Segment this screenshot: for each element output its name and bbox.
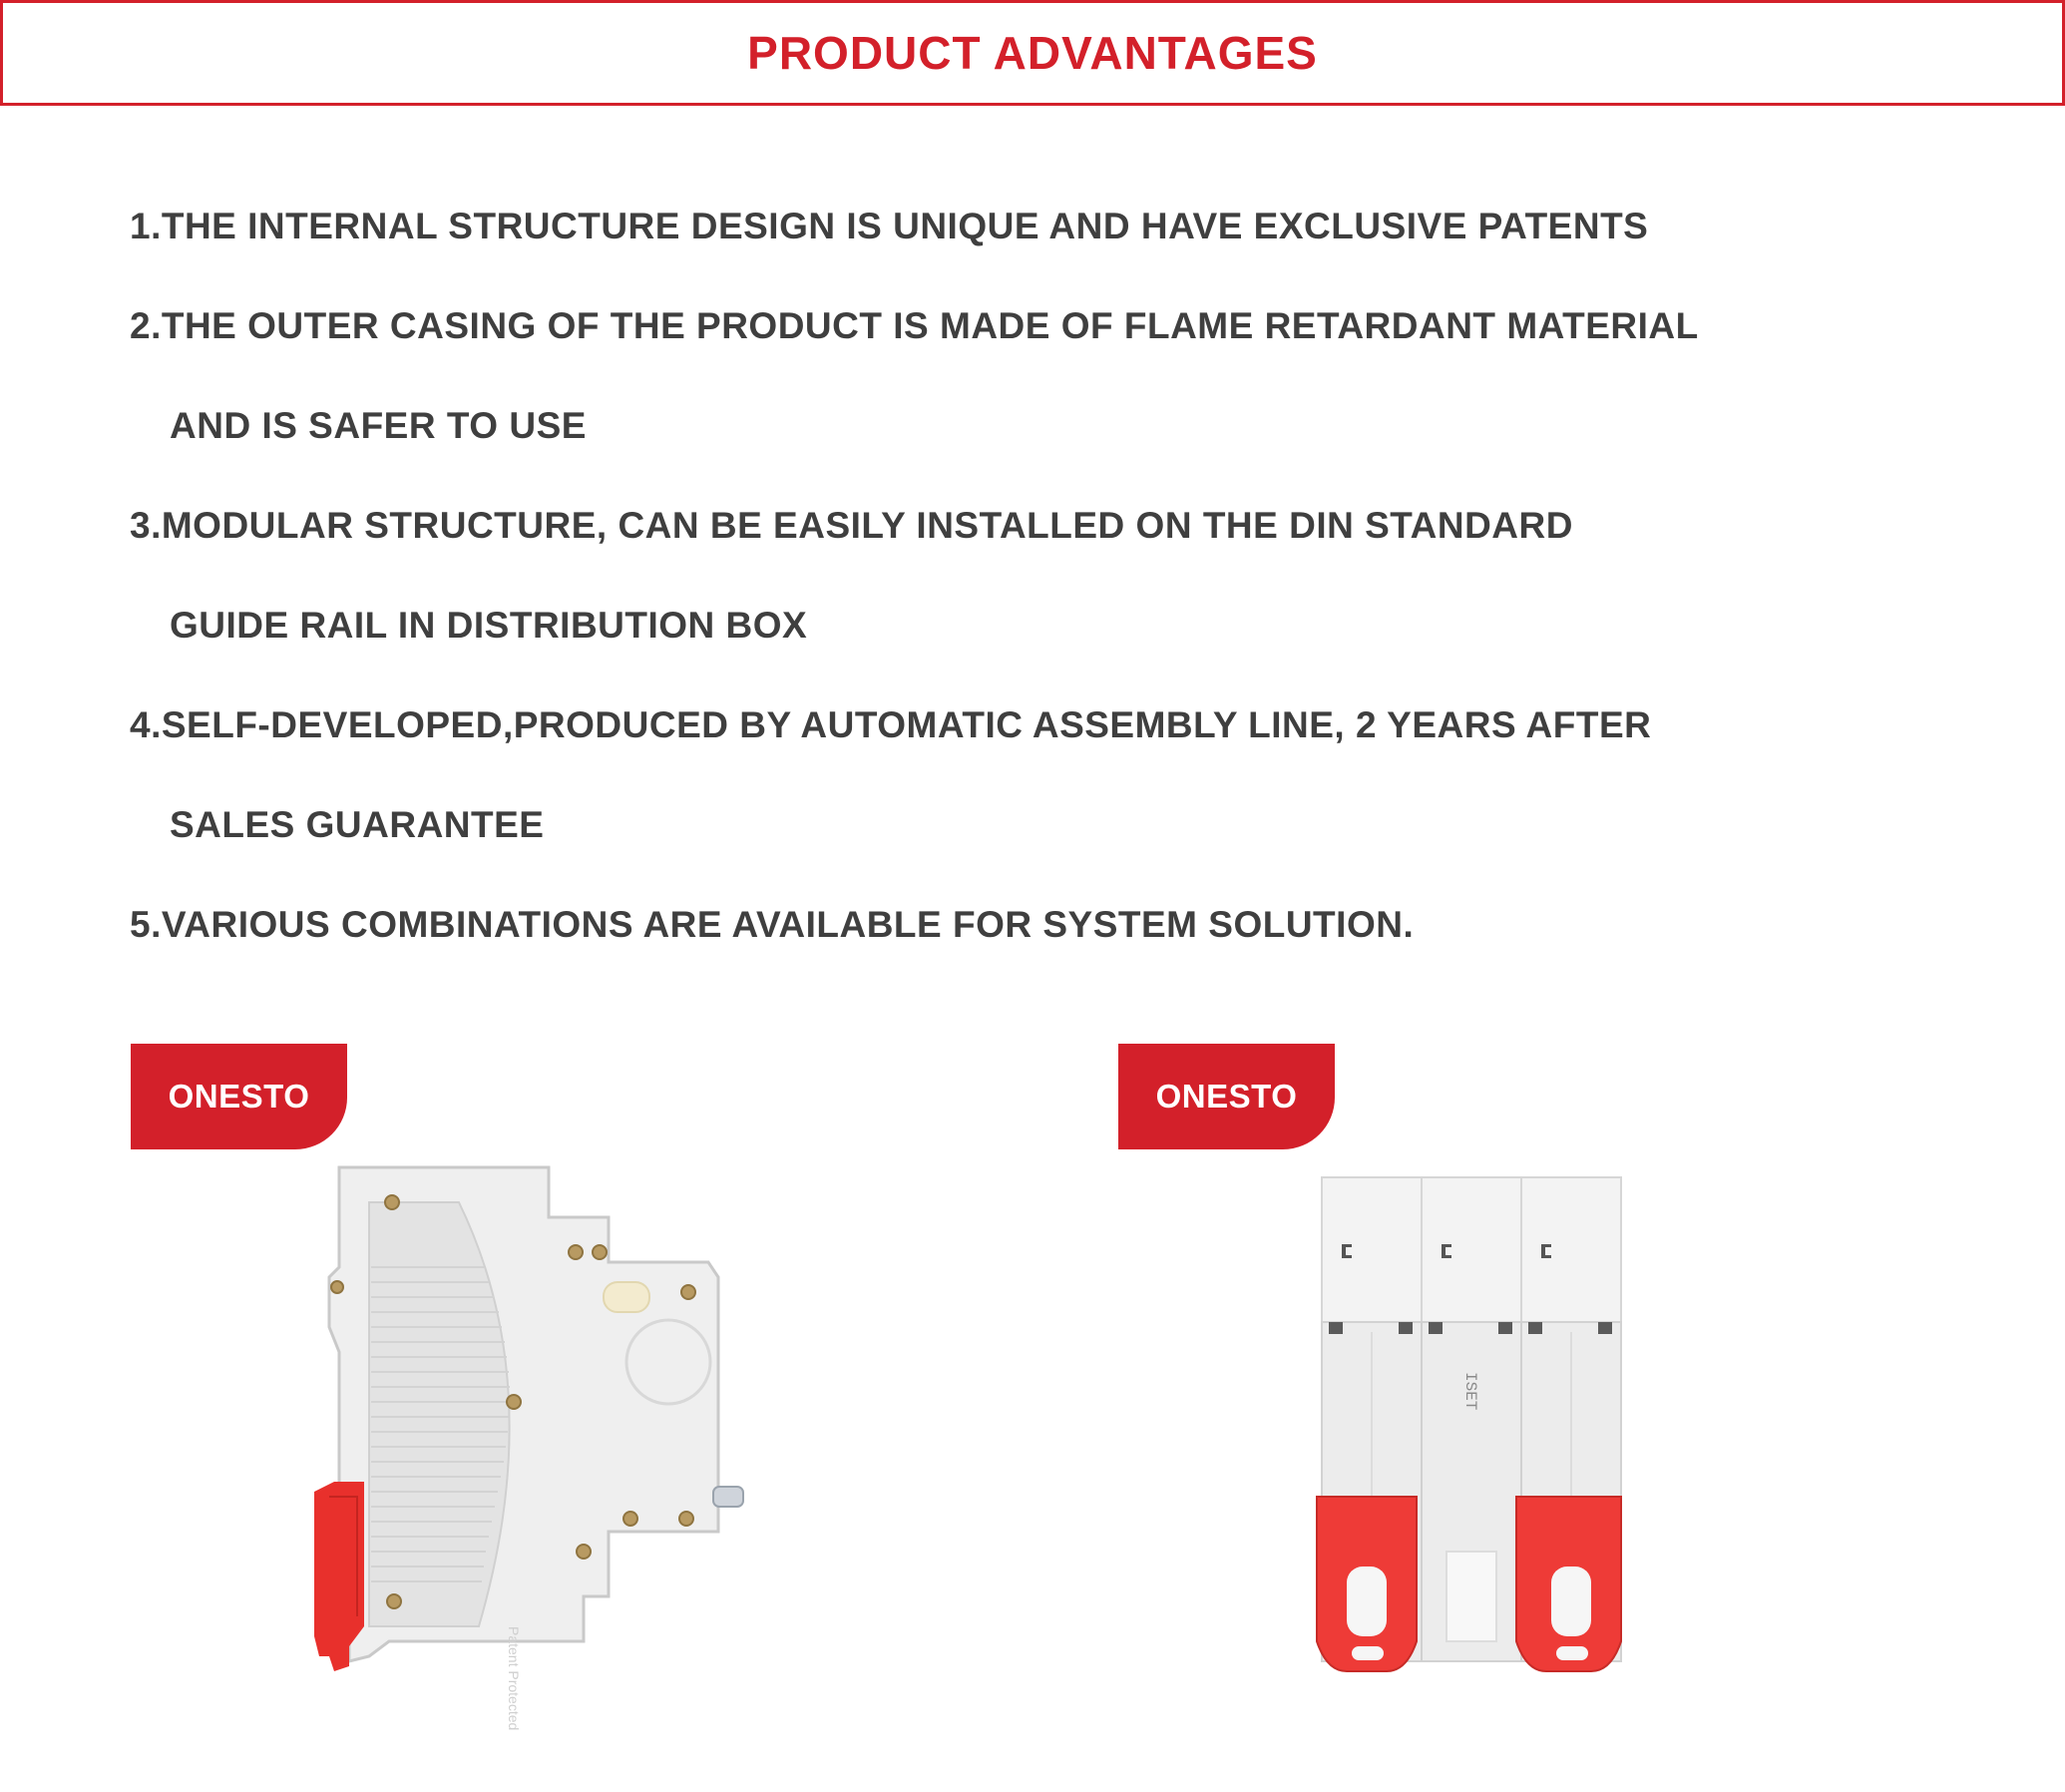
brand-logo: ONESTO bbox=[1118, 1044, 1335, 1149]
advantage-item-2-continued: AND IS SAFER TO USE bbox=[170, 405, 587, 446]
module-marking: ISET bbox=[1461, 1372, 1479, 1411]
advantage-item-2: 2.THE OUTER CASING OF THE PRODUCT IS MADE OF FLAME RETARDANT MATERIAL bbox=[130, 305, 1699, 346]
breaker-front-view-image bbox=[1307, 1172, 1636, 1681]
advantage-item-3: 3.MODULAR STRUCTURE, CAN BE EASILY INSTALLED ON THE DIN STANDARD bbox=[130, 505, 1573, 546]
patent-marking: Patent Protected bbox=[506, 1626, 522, 1731]
advantage-item-3-continued: GUIDE RAIL IN DISTRIBUTION BOX bbox=[170, 605, 808, 646]
brand-logo: ONESTO bbox=[131, 1044, 347, 1149]
page-title: PRODUCT ADVANTAGES bbox=[747, 27, 1318, 79]
breaker-side-view-image bbox=[309, 1157, 768, 1731]
advantages-list bbox=[130, 195, 1925, 993]
advantage-item-5: 5.VARIOUS COMBINATIONS ARE AVAILABLE FOR SYSTEM SOLUTION. bbox=[130, 904, 1415, 945]
advantage-item-4-continued: SALES GUARANTEE bbox=[170, 804, 545, 845]
title-banner bbox=[0, 0, 2065, 106]
advantage-item-1: 1.THE INTERNAL STRUCTURE DESIGN IS UNIQUE AND HAVE EXCLUSIVE PATENTS bbox=[130, 206, 1649, 246]
advantage-item-4: 4.SELF-DEVELOPED,PRODUCED BY AUTOMATIC ASSEMBLY LINE, 2 YEARS AFTER bbox=[130, 704, 1652, 745]
